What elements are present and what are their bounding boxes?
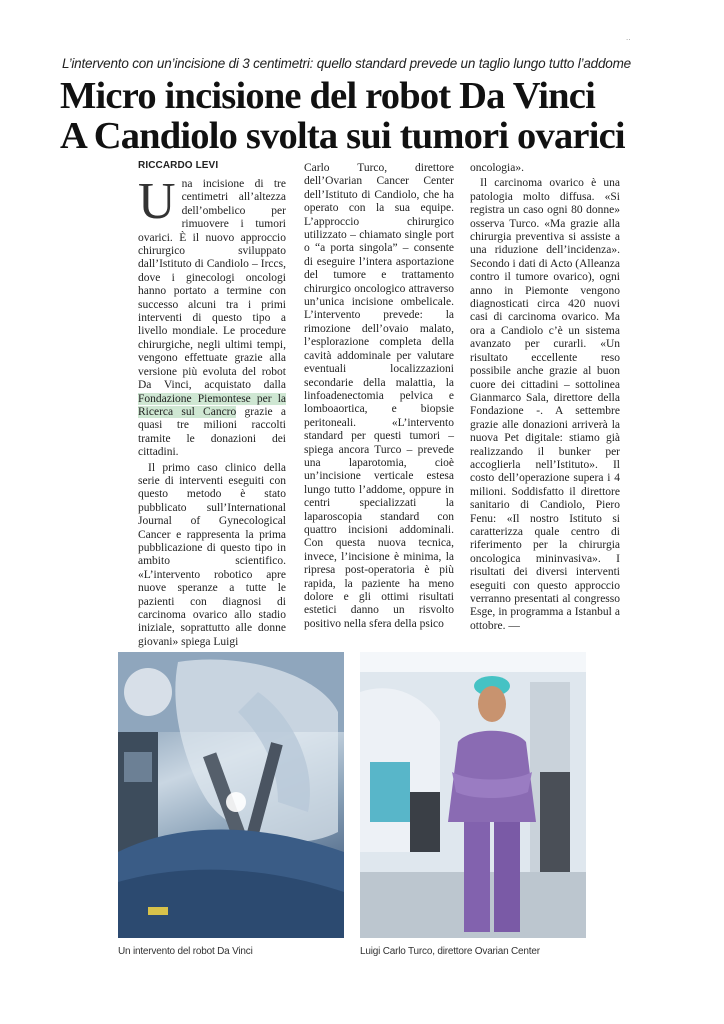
paragraph: oncologia».	[470, 162, 524, 174]
photo-caption-1: Un intervento del robot Da Vinci	[118, 946, 253, 957]
robot-surgery-illustration	[118, 652, 344, 938]
headline-line-1: Micro incisione del robot Da Vinci	[60, 75, 595, 117]
headline-line-2: A Candiolo svolta sui tumori ovarici	[60, 115, 625, 157]
paragraph: Il primo caso clinico della serie di interventi eseguiti con questo metodo è stato pubblicato sull’International Journal of Gynecological Cancer e rappresenta la prima pubblicazione di questo tipo in ambito scientifico. «L’intervento robotico apre nuove speranze a tutte le pazienti con diagnosi di carcinoma ovarico allo stadio iniziale, soprattutto alle donne giovani» spiega Luigi	[138, 461, 286, 648]
surgeon-portrait-illustration	[360, 652, 586, 938]
byline: RICCARDO LEVI	[138, 160, 219, 171]
highlighted-foundation-name[interactable]: Fondazione Piemontese per la Ricerca sul Cancro	[138, 392, 286, 418]
article-kicker: L’intervento con un’incisione di 3 centimetri: quello standard prevede un taglio lungo tutto l’addome	[62, 56, 631, 71]
paragraph: Carlo Turco, direttore dell’Ovarian Cancer Center dell’Istituto di Candiolo, che ha operato con la sua equipe. L’approccio chirurgico utilizzato – chiamato single port o “a porta singola” – consente di eseguire l’intera asportazione del tumore e trattamento chirurgico oncologico attraverso un’unica incisione ombelicale. L’intervento prevede: la rimozione dell’ovaio malato, l’esplorazione completa della cavità addominale per valutare eventuali localizzazioni secondarie della malattia, la linfoadenectomia pelvica e lomboaortica, e biopsie peritoneali. «L’intervento standard per questi tumori – spiega ancora Turco – prevede una laparotomia, cioè un’incisione verticale estesa lungo tutto l’addome, oppure in centri specializzati la laparoscopia standard con quattro incisioni addominali. Con questa nuova tecnica, invece, l’incisione è minima, la ripresa post-operatoria è più rapida, la paziente ha meno dolore e gli ottimi risultati estetici danno un risvolto positivo nella sfera della psico	[304, 162, 454, 630]
paragraph: Il carcinoma ovarico è una patologia molto diffusa. «Si registra un caso ogni 80 donne» osserva Turco. «Ma grazie alla chirurgia preventiva si assiste a una riduzione dell’incidenza». Secondo i dati di Acto (Alleanza contro il tumore ovarico), ogni anno in Piemonte vengono diagnosticati circa 420 nuovi casi di carcinoma ovarico. Ma ora a Candiolo c’è un sistema avanzato per curarli. «Un risultato eccellente reso possibile anche grazie al buon cuore dei cittadini – sottolinea Gianmarco Sala, direttore della Fondazione -. A settembre grazie alle donazioni arriverà la nuova Pet digitale: stiamo già realizzando il bunker per accoglierla nell’Istituto». Il costo dell’operazione supera i 4 milioni. Soddisfatto il direttore sanitario di Candiolo, Piero Fenu: «Il nostro Istituto si caratterizza quale centro di riferimento per la chirurgia oncologica mininvasiva». I risultati dei diversi interventi eseguiti con questo approccio verranno presentati al congresso Esge, in programma a Istanbul a ottobre. —	[470, 177, 620, 632]
corner-mark: ..	[626, 34, 631, 42]
article-column-2	[304, 162, 454, 633]
article-column-3	[470, 162, 620, 635]
paragraph-text: grazie a quasi tre milioni raccolti tramite le donazioni dei cittadini.	[138, 405, 286, 459]
drop-cap: U	[138, 173, 176, 230]
paragraph-text: na incisione di tre centimetri all’altezza dell’ombelico per rimuovere i tumori ovarici. È il nuovo approccio chirurgico sviluppato dall’Istituto di Candiolo – Irccs, dove i ginecologi oncologi hanno portato a termine con successo alcuni tra i primi interventi di questo tipo a livello mondiale. Le procedure chirurgiche, negli ultimi tempi, vengono effettuate grazie alla versione più evoluta del robot Da Vinci, acquistato dalla	[138, 178, 286, 392]
article-column-1	[138, 173, 286, 651]
photo-robot-surgery	[118, 652, 344, 938]
photo-caption-2: Luigi Carlo Turco, direttore Ovarian Center	[360, 946, 540, 957]
paragraph	[138, 173, 286, 460]
photo-surgeon-portrait	[360, 652, 586, 938]
article-headline	[60, 76, 710, 156]
